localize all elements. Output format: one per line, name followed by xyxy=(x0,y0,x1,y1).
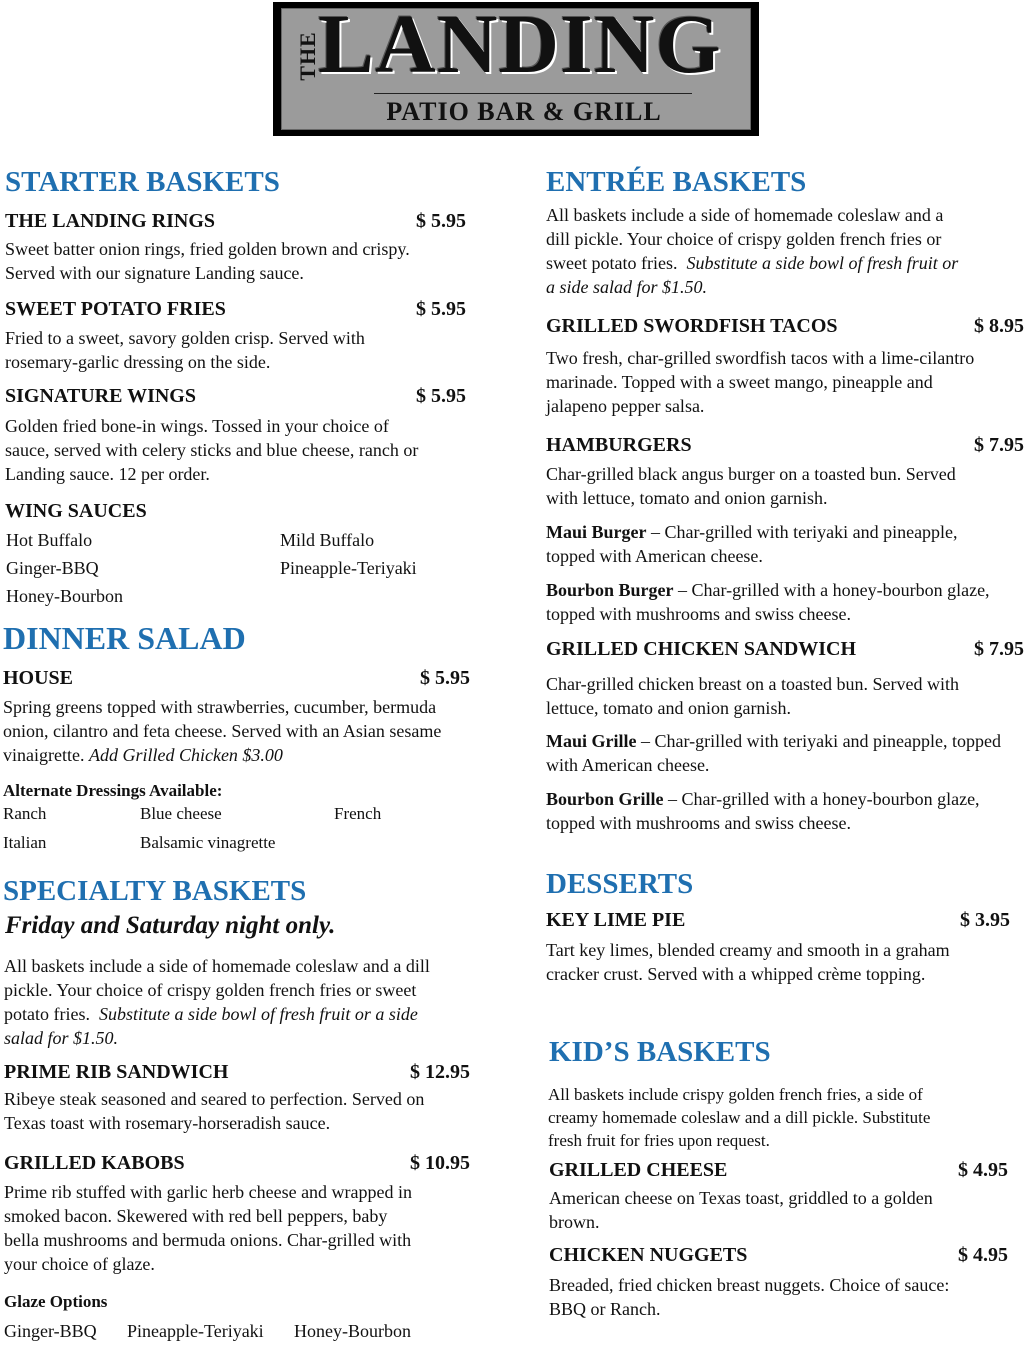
kids-title: KID’S BASKETS xyxy=(549,1036,771,1068)
item-name: GRILLED CHICKEN SANDWICH xyxy=(546,638,857,660)
dressing-item: Balsamic vinagrette xyxy=(140,833,276,852)
item-name: THE LANDING RINGS xyxy=(5,210,216,232)
logo-name: LANDING xyxy=(318,0,722,91)
item-desc: Golden fried bone-in wings. Tossed in your choice of sauce, served with celery sticks and blue cheese, ranch or Landing sauce. 12 per order. xyxy=(5,416,419,484)
dressings-title: Alternate Dressings Available: xyxy=(3,781,223,800)
item-desc: Sweet batter onion rings, fried golden brown and crispy. Served with our signature Landing sauce. xyxy=(5,239,410,283)
dressing-item: Italian xyxy=(3,833,47,852)
entree-intro: All baskets include a side of homemade coleslaw and a dill pickle. Your choice of crispy golden french fries or sweet potato fries. Substitute a side bowl of fresh fruit or a side salad for $1.50. xyxy=(546,205,959,297)
item-desc: Two fresh, char-grilled swordfish tacos with a lime-cilantro marinade. Topped with a sweet mango, pineapple and jalapeno pepper salsa. xyxy=(546,348,975,416)
item-price: $ 4.95 xyxy=(958,1159,1008,1181)
logo-rule xyxy=(374,93,692,94)
item-name: SIGNATURE WINGS xyxy=(5,385,196,407)
item-name: GRILLED CHEESE xyxy=(549,1159,728,1181)
item-price: $ 10.95 xyxy=(410,1152,470,1174)
kids-intro: All baskets include crispy golden french fries, a side of creamy homemade coleslaw and a dill pickle. Substitute fresh fruit for fries upon request. xyxy=(548,1085,931,1150)
dressing-item: Ranch xyxy=(3,804,47,823)
specialty-intro: All baskets include a side of homemade coleslaw and a dill pickle. Your choice of crispy golden french fries or sweet potato fries. Substitute a side bowl of fresh fruit or a side salad for $1.50. xyxy=(4,956,430,1048)
item-name: GRILLED SWORDFISH TACOS xyxy=(546,315,838,337)
item-price: $ 4.95 xyxy=(958,1244,1008,1266)
specialty-title: SPECIALTY BASKETS xyxy=(3,875,307,907)
item-desc: Ribeye steak seasoned and seared to perfection. Served on Texas toast with rosemary-horseradish sauce. xyxy=(4,1089,425,1133)
logo-subtitle: PATIO BAR & GRILL xyxy=(386,97,662,126)
item-desc: Breaded, fried chicken breast nuggets. Choice of sauce: BBQ or Ranch. xyxy=(549,1275,950,1319)
item-desc: Tart key limes, blended creamy and smooth in a graham cracker crust. Served with a whipped crème topping. xyxy=(546,940,950,984)
item-price: $ 5.95 xyxy=(420,667,470,689)
dressing-item: French xyxy=(334,804,382,823)
sauce-item: Honey-Bourbon xyxy=(6,586,123,606)
item-desc: American cheese on Texas toast, griddled to a golden brown. xyxy=(549,1188,933,1232)
item-price: $ 7.95 xyxy=(974,434,1024,456)
specialty-tagline: Friday and Saturday night only. xyxy=(5,912,336,939)
item-name: CHICKEN NUGGETS xyxy=(549,1244,748,1266)
logo xyxy=(273,2,759,136)
item-desc: Char-grilled black angus burger on a toasted bun. Served with lettuce, tomato and onion garnish. xyxy=(546,464,956,508)
glaze-item: Ginger-BBQ xyxy=(4,1321,97,1341)
item-name: HAMBURGERS xyxy=(546,434,692,456)
glaze-title: Glaze Options xyxy=(4,1292,108,1311)
glaze-item: Pineapple-Teriyaki xyxy=(127,1321,264,1341)
item-variant: Maui Grille – Char-grilled with teriyaki and pineapple, topped with American cheese. xyxy=(546,731,1002,775)
desserts-title: DESSERTS xyxy=(546,868,694,900)
item-variant: Maui Burger – Char-grilled with teriyaki and pineapple, topped with American cheese. xyxy=(546,522,958,566)
item-desc: Fried to a sweet, savory golden crisp. Served with rosemary-garlic dressing on the side. xyxy=(5,328,365,372)
item-name: PRIME RIB SANDWICH xyxy=(4,1061,229,1083)
item-price: $ 5.95 xyxy=(416,298,466,320)
item-variant: Bourbon Grille – Char-grilled with a honey-bourbon glaze, topped with mushrooms and swiss cheese. xyxy=(546,789,980,833)
dressing-item: Blue cheese xyxy=(140,804,222,823)
salad-title: DINNER SALAD xyxy=(3,620,246,656)
item-price: $ 8.95 xyxy=(974,315,1024,337)
item-desc: Prime rib stuffed with garlic herb cheese and wrapped in smoked bacon. Skewered with red bell peppers, baby bella mushrooms and bermuda onions. Char-grilled with your choice of glaze. xyxy=(4,1182,413,1274)
entree-title: ENTRÉE BASKETS xyxy=(546,166,807,198)
item-desc: Char-grilled chicken breast on a toasted bun. Served with lettuce, tomato and onion garnish. xyxy=(546,674,960,718)
item-variant: Bourbon Burger – Char-grilled with a honey-bourbon glaze, topped with mushrooms and swiss cheese. xyxy=(546,580,990,624)
logo-panel xyxy=(281,0,751,130)
wing-sauces-title: WING SAUCES xyxy=(5,500,147,522)
sauce-item: Mild Buffalo xyxy=(280,530,375,550)
item-desc: Spring greens topped with strawberries, cucumber, bermuda onion, cilantro and feta cheese. Served with an Asian sesame vinaigrette. Add Grilled Chicken $3.00 xyxy=(3,697,442,765)
item-name: KEY LIME PIE xyxy=(546,909,686,931)
item-price: $ 3.95 xyxy=(960,909,1010,931)
item-name: GRILLED KABOBS xyxy=(4,1152,185,1174)
item-price: $ 5.95 xyxy=(416,385,466,407)
starter-title: STARTER BASKETS xyxy=(5,166,280,198)
item-name: SWEET POTATO FRIES xyxy=(5,298,226,320)
glaze-item: Honey-Bourbon xyxy=(294,1321,411,1341)
item-price: $ 7.95 xyxy=(974,638,1024,660)
logo-the: THE xyxy=(295,31,320,81)
sauce-item: Ginger-BBQ xyxy=(6,558,99,578)
sauce-item: Pineapple-Teriyaki xyxy=(280,558,417,578)
item-name: HOUSE xyxy=(3,667,74,689)
item-price: $ 12.95 xyxy=(410,1061,470,1083)
sauce-item: Hot Buffalo xyxy=(6,530,93,550)
item-price: $ 5.95 xyxy=(416,210,466,232)
